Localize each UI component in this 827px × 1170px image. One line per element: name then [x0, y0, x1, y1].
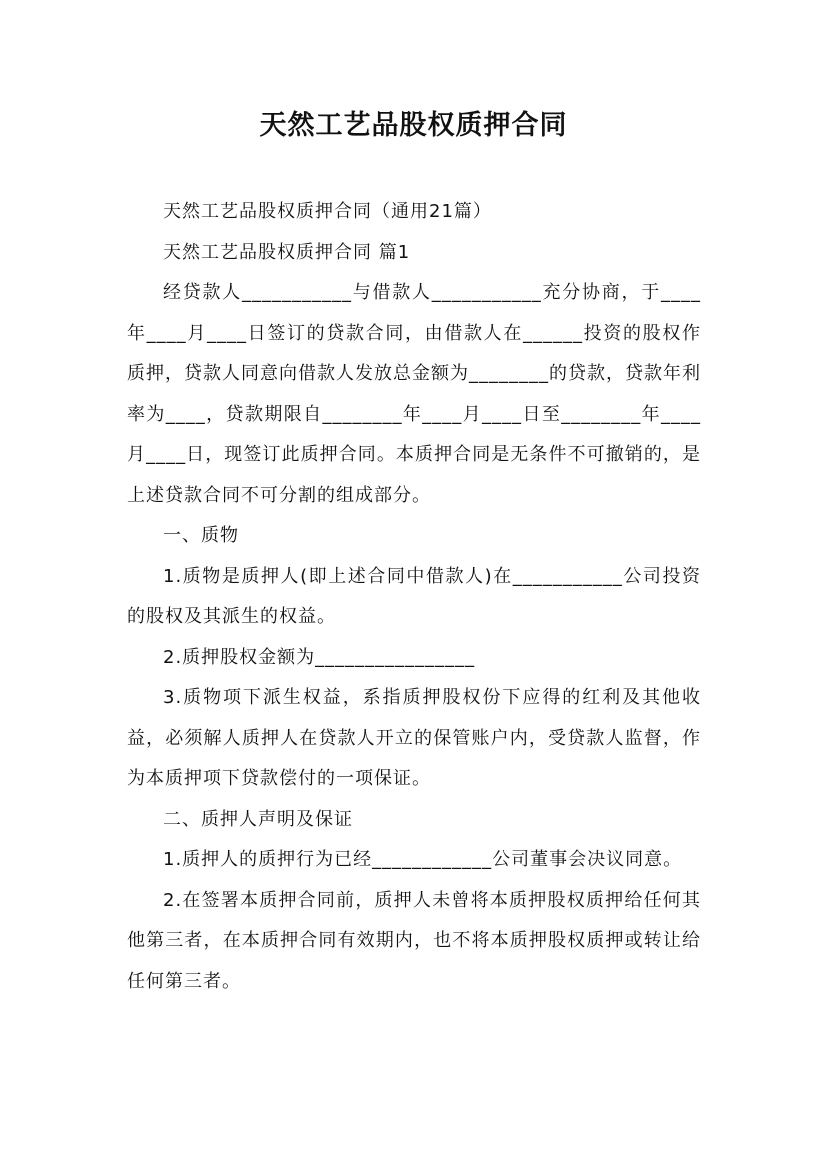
section-heading-pledged-items: 一、质物 — [163, 525, 239, 546]
clause-1-2: 2.质押股权金额为________________ — [163, 646, 476, 668]
document-title: 天然工艺品股权质押合同 — [259, 110, 568, 141]
paragraph-preamble: 经贷款人___________与借款人___________充分协商，于____年____月____日签订的贷款合同，由借款人在______投资的股权作质押，贷款人同意向借款人发放总金额为________的贷款，贷款年利率为____，贷款期限自________年____月____日至________年____月____日，现签订此质押合同。本质押合同是无条件不可撤销的，是上述贷款合同不可分割的组成部分。 — [127, 282, 701, 506]
clause-2-1: 1.质押人的质押行为已经____________公司董事会决议同意。 — [163, 849, 683, 870]
section-heading-declarations: 二、质押人声明及保证 — [163, 808, 353, 830]
document-body — [127, 192, 701, 1002]
clause-2-2: 2.在签署本质押合同前，质押人未曾将本质押股权质押给任何其他第三者，在本质押合同有效期内，也不将本质押股权质押或转让给任何第三者。 — [127, 889, 701, 992]
paragraph-chapter-heading: 天然工艺品股权质押合同 篇1 — [163, 241, 411, 263]
clause-1-3: 3.质物项下派生权益，系指质押股权份下应得的红利及其他收益，必须解人质押人在贷款人开立的保管账户内，受贷款人监督，作为本质押项下贷款偿付的一项保证。 — [127, 687, 701, 789]
clause-1-1: 1.质物是质押人(即上述合同中借款人)在___________公司投资的股权及其派生的权益。 — [127, 565, 701, 627]
paragraph-collection-title: 天然工艺品股权质押合同（通用21篇） — [163, 201, 492, 222]
